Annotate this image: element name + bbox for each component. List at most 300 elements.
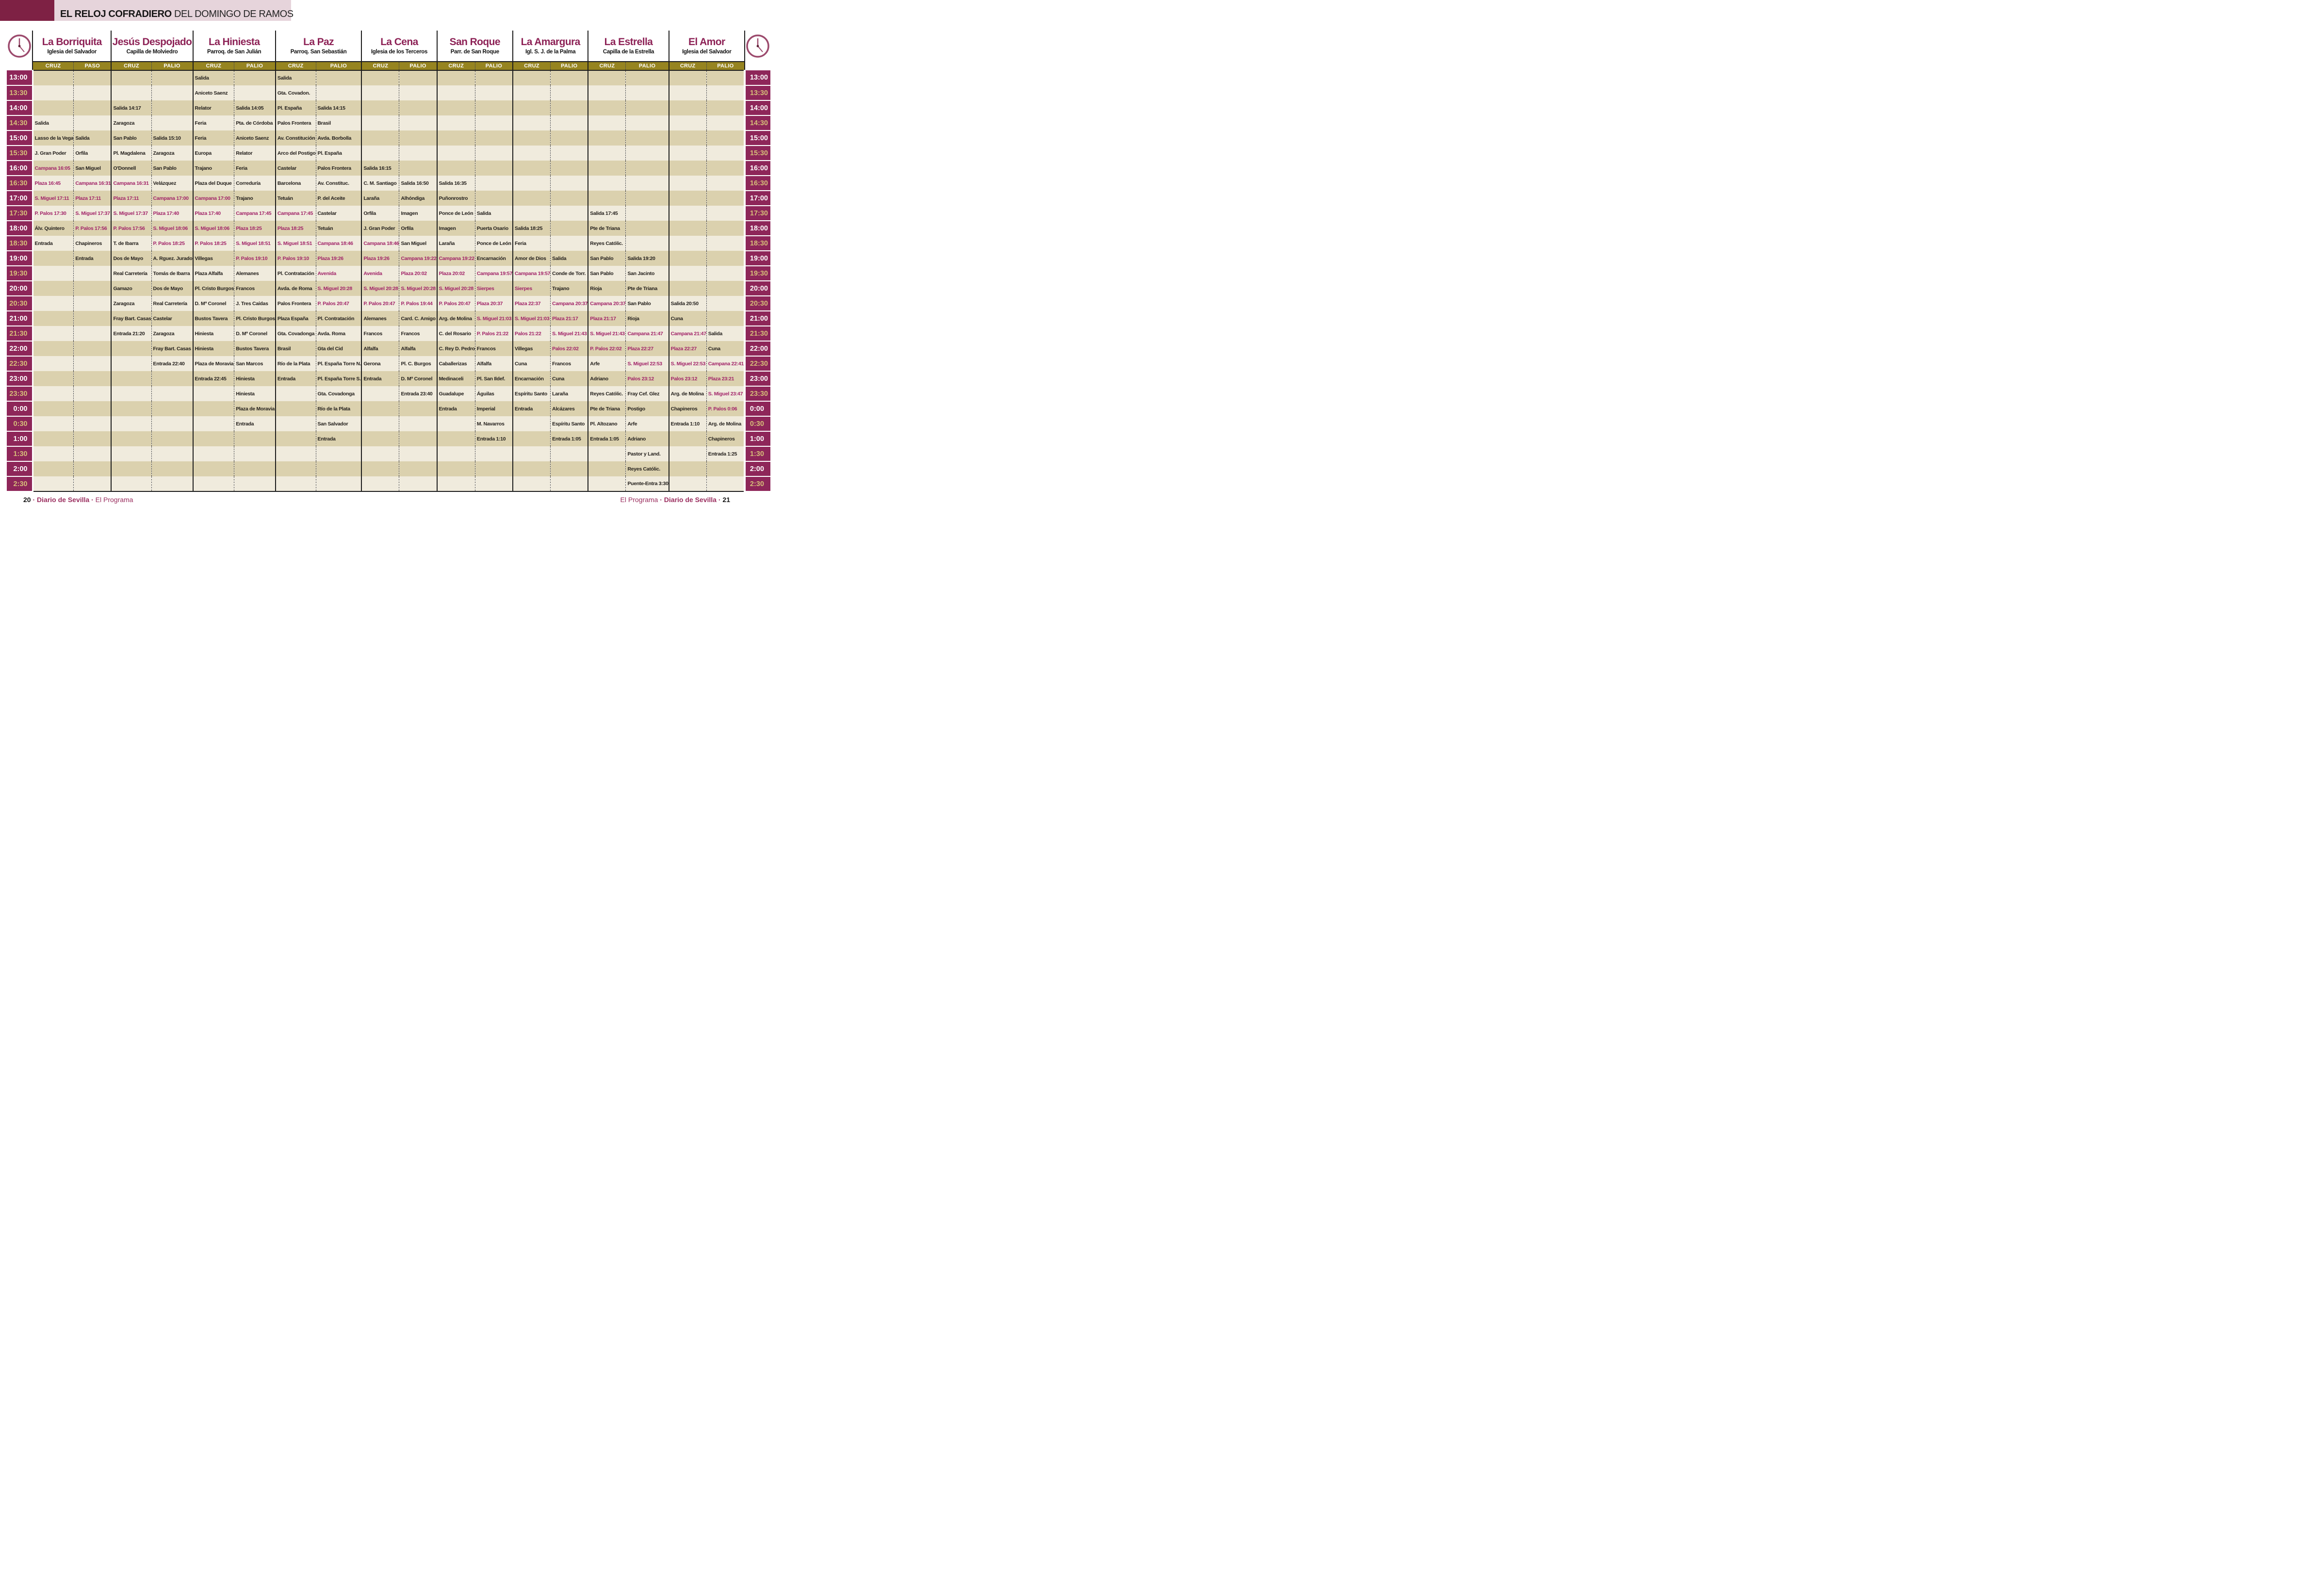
milestone-text: S. Miguel 20:28 [439,285,473,292]
time-cell-right: 2:00 [745,461,770,476]
schedule-cell: Feria [513,236,551,251]
schedule-cell: Álv. Quintero [33,221,74,236]
brotherhood-name: La Estrella [604,36,653,48]
schedule-cell: Reyes Católic. [588,236,626,251]
schedule-cell: Entrada [74,251,112,266]
schedule-cell [151,461,193,476]
column-type-header: CRUZ [513,62,551,70]
schedule-cell: Francos [399,326,437,341]
schedule-cell [706,356,745,371]
time-cell-left: 15:30 [7,146,33,161]
schedule-cell [33,416,74,431]
time-cell-left: 16:00 [7,161,33,176]
schedule-cell [669,341,707,356]
schedule-cell: Plaza Alfalfa [193,266,234,281]
schedule-cell [33,461,74,476]
schedule-cell: San Pablo [111,130,151,146]
schedule-cell [588,296,626,311]
schedule-cell [475,161,513,176]
schedule-cell: Laraña [437,236,475,251]
schedule-cell [513,115,551,130]
schedule-cell [399,476,437,491]
milestone-text: S. Miguel 20:28 [401,285,436,292]
milestone-text: Palos 23:12 [670,375,698,382]
schedule-cell [193,416,234,431]
time-cell-right: 18:00 [745,221,770,236]
schedule-cell [551,341,588,356]
schedule-cell [475,115,513,130]
schedule-cell [193,191,234,206]
time-cell-left: 17:00 [7,191,33,206]
schedule-cell: Salida [276,70,316,85]
milestone-text: P. Palos 17:30 [34,210,66,216]
brotherhood-church: Iglesia del Salvador [47,49,97,55]
schedule-cell: Salida 19:20 [626,251,669,266]
schedule-cell [669,461,707,476]
brotherhood-header-2 [111,31,193,62]
schedule-cell [234,446,276,461]
clock-icon [745,33,770,59]
schedule-cell [626,115,669,130]
schedule-cell [399,416,437,431]
schedule-cell [706,461,745,476]
brotherhood-header-5 [361,31,437,62]
schedule-cell: Plaza del Duque [193,176,234,191]
table-row [7,221,770,236]
schedule-cell [316,296,361,311]
schedule-cell: Salida 14:15 [316,100,361,115]
schedule-cell [513,176,551,191]
column-type-header: PALIO [706,62,745,70]
schedule-cell: Real Carretería [111,266,151,281]
clock-right [745,31,770,70]
time-cell-right: 20:30 [745,296,770,311]
schedule-cell [151,115,193,130]
time-cell-right: 22:30 [745,356,770,371]
schedule-cell: Tomás de Ibarra [151,266,193,281]
schedule-cell [74,386,112,401]
schedule-table-wrap [7,31,770,492]
schedule-cell [513,311,551,326]
brotherhood-church: Parr. de San Roque [450,49,499,55]
brotherhood-church: Parroq. de San Julián [207,49,261,55]
schedule-cell [706,146,745,161]
milestone-text: P. Palos 19:10 [236,255,268,261]
schedule-cell [111,461,151,476]
brotherhood-header-4 [276,31,361,62]
schedule-cell [588,311,626,326]
schedule-cell [33,266,74,281]
brotherhood-name: La Paz [303,36,334,48]
schedule-cell [74,326,112,341]
schedule-cell [513,266,551,281]
schedule-cell [513,191,551,206]
schedule-cell [626,341,669,356]
schedule-cell [74,446,112,461]
schedule-cell [151,371,193,386]
schedule-cell: Feria [193,115,234,130]
schedule-cell [151,416,193,431]
table-row [7,371,770,386]
schedule-cell [437,115,475,130]
schedule-cell [551,206,588,221]
schedule-cell: Brasil [276,341,316,356]
schedule-cell: Pl. Cristo Burgos [234,311,276,326]
schedule-cell: Postigo [626,401,669,416]
schedule-cell: Pte de Triana [588,401,626,416]
column-type-header: PASO [74,62,112,70]
schedule-cell [706,236,745,251]
schedule-cell [151,236,193,251]
schedule-cell [513,100,551,115]
schedule-cell [437,416,475,431]
column-type-header: CRUZ [588,62,626,70]
schedule-cell: Guadalupe [437,386,475,401]
schedule-cell: Entrada 1:05 [551,431,588,446]
schedule-cell [669,206,707,221]
schedule-cell: Real Carretería [151,296,193,311]
milestone-text: S. Miguel 20:28 [363,285,398,292]
milestone-text: Plaza 21:17 [552,315,578,322]
milestone-text: Campana 20:37 [590,300,626,307]
schedule-cell [361,386,399,401]
schedule-cell [74,85,112,100]
schedule-cell [276,446,316,461]
schedule-cell: Águilas [475,386,513,401]
time-cell-left: 0:30 [7,416,33,431]
schedule-cell: Tetuán [316,221,361,236]
schedule-cell [193,401,234,416]
time-cell-right: 1:30 [745,446,770,461]
schedule-cell: Encarnación [513,371,551,386]
milestone-text: S. Miguel 18:51 [236,240,271,246]
schedule-cell: Imagen [437,221,475,236]
schedule-cell: Pl. España [276,100,316,115]
schedule-cell [475,281,513,296]
milestone-text: Avenida [363,270,382,277]
schedule-cell [551,176,588,191]
schedule-cell [437,251,475,266]
schedule-cell [276,431,316,446]
schedule-cell [588,161,626,176]
schedule-cell [33,206,74,221]
schedule-cell: Card. C. Amigo [399,311,437,326]
schedule-cell: Alcázares [551,401,588,416]
schedule-cell: Entrada 23:40 [399,386,437,401]
schedule-cell [513,416,551,431]
schedule-cell: Feria [193,130,234,146]
table-row [7,206,770,221]
schedule-cell: Conde de Torr. [551,266,588,281]
schedule-cell: Salida 20:50 [669,296,707,311]
schedule-cell: Pastor y Land. [626,446,669,461]
brand-name-left: Diario de Sevilla [37,496,90,504]
schedule-cell [437,431,475,446]
schedule-cell [551,446,588,461]
milestone-text: Plaza 18:25 [277,225,304,231]
table-row [7,296,770,311]
table-row [7,476,770,491]
brotherhood-name: La Cena [380,36,418,48]
schedule-cell: Salida 16:50 [399,176,437,191]
schedule-cell: Alemanes [361,311,399,326]
milestone-text: Sierpes [515,285,532,292]
milestone-text: Palos 23:12 [627,375,654,382]
column-type-header: PALIO [551,62,588,70]
schedule-cell [74,401,112,416]
schedule-cell [706,70,745,85]
milestone-text: Plaza 19:26 [317,255,343,261]
time-cell-right: 23:30 [745,386,770,401]
program-name-right: El Programa [620,496,658,504]
schedule-cell [399,401,437,416]
schedule-cell: Fray Bart. Casas [151,341,193,356]
table-row [7,161,770,176]
schedule-cell: Fray Bart. Casas [111,311,151,326]
schedule-cell: Salida [74,130,112,146]
schedule-cell: Trajano [193,161,234,176]
schedule-cell [74,431,112,446]
schedule-cell [234,85,276,100]
milestone-text: Plaza 20:37 [476,300,503,307]
schedule-cell [437,281,475,296]
time-cell-right: 21:30 [745,326,770,341]
schedule-cell [33,371,74,386]
milestone-text: P. Palos 20:47 [317,300,349,307]
time-cell-left: 22:00 [7,341,33,356]
schedule-cell: Zaragoza [151,146,193,161]
brotherhood-header-6 [437,31,513,62]
schedule-cell [669,476,707,491]
table-row [7,85,770,100]
schedule-cell: Adriano [626,431,669,446]
footer-separator: · [716,496,723,504]
schedule-cell: Francos [234,281,276,296]
schedule-cell [74,115,112,130]
schedule-cell: Alfalfa [475,356,513,371]
schedule-cell: Entrada 1:05 [588,431,626,446]
schedule-cell [551,115,588,130]
schedule-cell [588,341,626,356]
schedule-cell [626,130,669,146]
milestone-text: P. Palos 22:02 [590,345,622,352]
schedule-cell [706,206,745,221]
brotherhood-church: Parroq. San Sebastián [290,49,347,55]
schedule-cell [33,431,74,446]
schedule-cell [513,281,551,296]
milestone-text: Palos 21:22 [515,330,541,337]
schedule-cell: San Pablo [626,296,669,311]
milestone-text: Campana 17:00 [153,195,189,201]
schedule-cell [74,476,112,491]
schedule-cell: Cuna [551,371,588,386]
schedule-cell [276,206,316,221]
time-cell-left: 15:00 [7,130,33,146]
milestone-text: Plaza 19:26 [363,255,390,261]
schedule-cell [399,446,437,461]
schedule-cell [551,326,588,341]
schedule-cell: San Pablo [151,161,193,176]
schedule-cell [234,221,276,236]
milestone-text: S. Miguel 21:03 [476,315,512,322]
schedule-cell [551,146,588,161]
schedule-cell: Cuna [513,356,551,371]
milestone-text: P. Palos 19:44 [401,300,433,307]
table-row [7,100,770,115]
schedule-cell [669,281,707,296]
schedule-cell: Arfe [588,356,626,371]
schedule-cell [193,476,234,491]
schedule-cell [706,296,745,311]
schedule-cell: Salida [33,115,74,130]
schedule-cell [588,146,626,161]
schedule-cell [626,176,669,191]
schedule-cell [669,100,707,115]
schedule-cell: D. Mª Coronel [193,296,234,311]
schedule-cell [361,476,399,491]
schedule-cell: Entrada [513,401,551,416]
table-row [7,191,770,206]
schedule-cell [626,221,669,236]
schedule-cell: Hiniesta [193,341,234,356]
schedule-cell [33,401,74,416]
schedule-cell [234,251,276,266]
schedule-cell [33,446,74,461]
schedule-cell: Alfalfa [399,341,437,356]
schedule-cell [706,281,745,296]
schedule-cell: San Salvador [316,416,361,431]
page-number-left: 20 [23,496,31,504]
schedule-cell [706,130,745,146]
table-row [7,416,770,431]
schedule-cell: Salida [706,326,745,341]
schedule-cell: Entrada 1:10 [475,431,513,446]
time-cell-left: 23:00 [7,371,33,386]
milestone-text: Avenida [317,270,336,277]
schedule-cell [316,236,361,251]
schedule-cell: J. Gran Poder [33,146,74,161]
time-cell-right: 17:00 [745,191,770,206]
milestone-text: Plaza 21:17 [590,315,616,322]
time-cell-left: 20:00 [7,281,33,296]
schedule-cell [437,146,475,161]
schedule-cell [111,416,151,431]
schedule-cell [551,476,588,491]
schedule-cell: Tetuán [276,191,316,206]
milestone-text: Campana 21:47 [627,330,663,337]
milestone-text: Plaza 18:25 [236,225,262,231]
schedule-cell: Pl. España Torre S. [316,371,361,386]
schedule-cell [551,100,588,115]
schedule-cell: D. Mª Coronel [399,371,437,386]
schedule-cell: Zaragoza [151,326,193,341]
schedule-cell [399,100,437,115]
schedule-cell [551,461,588,476]
schedule-cell [316,446,361,461]
schedule-cell [669,431,707,446]
schedule-cell [399,70,437,85]
milestone-text: Campana 19:22 [401,255,437,261]
schedule-cell [111,356,151,371]
schedule-cell [513,461,551,476]
footer-separator: · [89,496,96,504]
schedule-cell: Reyes Católic. [626,461,669,476]
milestone-text: Campana 18:46 [317,240,353,246]
schedule-cell [513,206,551,221]
time-cell-left: 13:00 [7,70,33,85]
milestone-text: Campana 19:57 [515,270,551,277]
schedule-cell [706,100,745,115]
schedule-cell: Arg. de Molina [669,386,707,401]
brotherhood-header-9 [669,31,745,62]
schedule-cell [669,221,707,236]
milestone-text: Plaza 17:11 [75,195,101,201]
time-cell-right: 0:00 [745,401,770,416]
time-cell-right: 14:30 [745,115,770,130]
column-type-header: CRUZ [276,62,316,70]
time-cell-left: 23:30 [7,386,33,401]
schedule-cell [588,70,626,85]
milestone-text: S. Miguel 18:06 [195,225,229,231]
schedule-cell [513,161,551,176]
time-cell-right: 2:30 [745,476,770,491]
schedule-cell: Avda. Borbolla [316,130,361,146]
schedule-cell: Barcelona [276,176,316,191]
table-row [7,461,770,476]
schedule-cell [551,161,588,176]
page-subtitle: DEL DOMINGO DE RAMOS [171,9,294,19]
schedule-cell: Aniceto Saenz [234,130,276,146]
schedule-cell [399,296,437,311]
milestone-text: S. Miguel 21:03 [515,315,550,322]
schedule-cell [276,401,316,416]
schedule-cell: M. Navarros [475,416,513,431]
schedule-cell: Rioja [626,311,669,326]
table-row [7,266,770,281]
schedule-cell [111,206,151,221]
time-cell-left: 14:00 [7,100,33,115]
schedule-cell: Alemanes [234,266,276,281]
milestone-text: S. Miguel 17:11 [34,195,69,201]
schedule-cell [551,311,588,326]
time-cell-right: 20:00 [745,281,770,296]
schedule-cell [74,100,112,115]
schedule-cell [669,191,707,206]
schedule-cell [669,115,707,130]
schedule-cell [588,176,626,191]
schedule-cell: Entrada [361,371,399,386]
schedule-cell [361,266,399,281]
schedule-cell: Dos de Mayo [111,251,151,266]
brotherhood-header-7 [513,31,588,62]
schedule-cell [74,266,112,281]
schedule-cell [111,221,151,236]
schedule-cell: Amor de Dios [513,251,551,266]
schedule-cell [399,431,437,446]
schedule-cell: Gta. Covadon. [276,85,316,100]
column-type-header: CRUZ [669,62,707,70]
schedule-cell [475,461,513,476]
schedule-cell: San Pablo [588,266,626,281]
schedule-cell [151,386,193,401]
schedule-cell [74,461,112,476]
schedule-cell: Laraña [551,386,588,401]
schedule-cell [33,161,74,176]
schedule-cell [111,85,151,100]
schedule-cell: Orfila [399,221,437,236]
schedule-cell [316,461,361,476]
milestone-text: S. Miguel 17:37 [75,210,110,216]
